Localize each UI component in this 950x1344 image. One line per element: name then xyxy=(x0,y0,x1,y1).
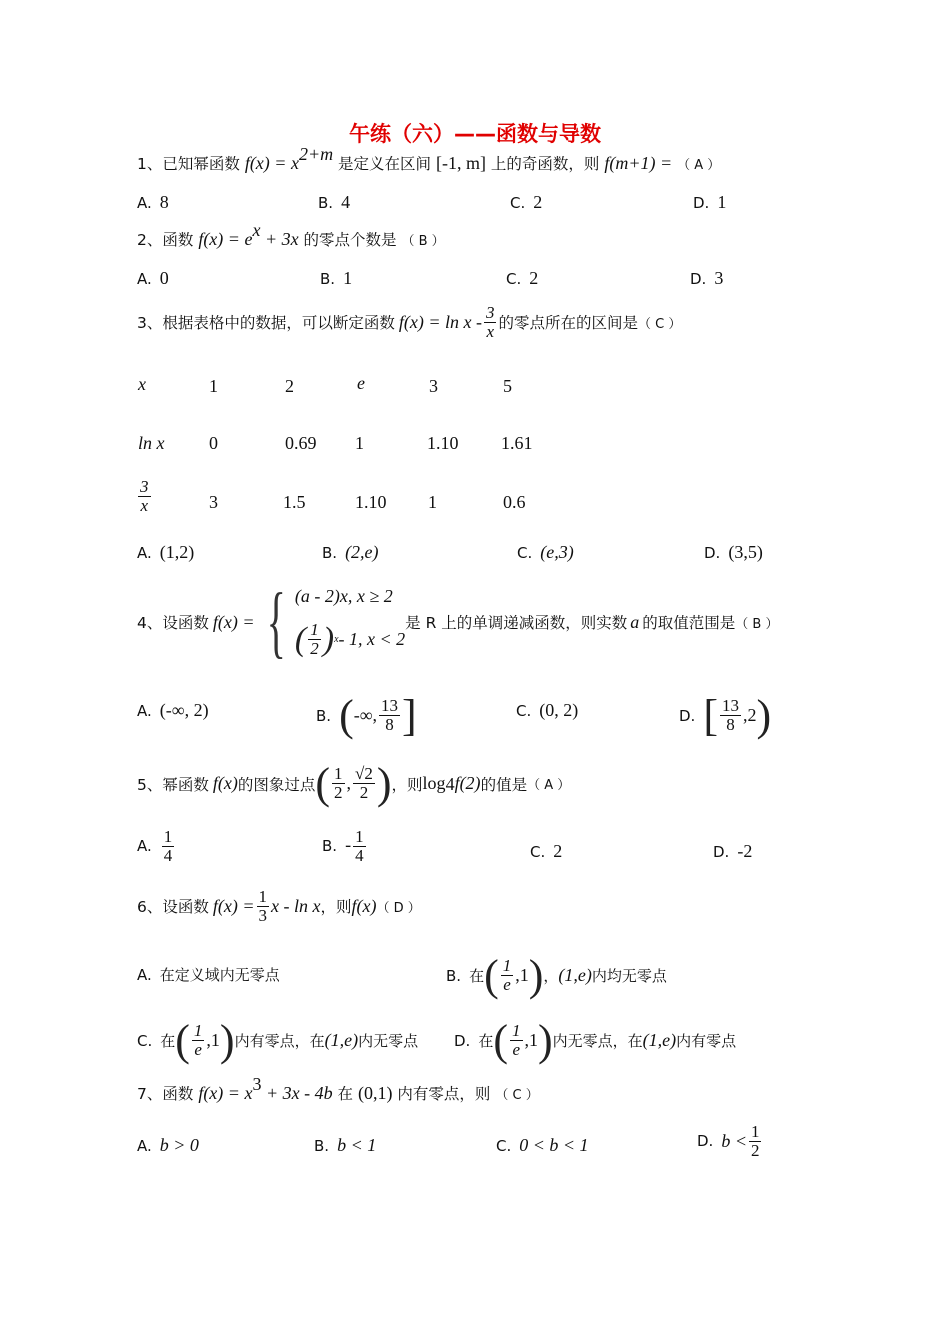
question-2-post: 的零点个数是 xyxy=(303,231,397,249)
table-row-label: $\frac{3}{x}$ xyxy=(140,477,149,515)
question-1 xyxy=(137,144,721,174)
q2-option-d: D. 3 xyxy=(690,268,724,288)
question-5-post2: 的值是 xyxy=(480,775,528,794)
question-1-interval: [-1, m] xyxy=(435,153,486,173)
table-cell: 1 xyxy=(355,433,364,453)
question-7: 7、函数 $f(x) = x^3 + 3x - 4b$ 在 (0,1) 内有零点，则 （ C ） xyxy=(137,1074,539,1103)
table-cell: 5 xyxy=(503,376,512,396)
piecewise-case-1: (a - 2)x, x ≥ 2 xyxy=(294,585,393,606)
question-4 xyxy=(137,578,779,666)
q6-option-a: A. 在定义域内无零点 xyxy=(137,966,280,984)
question-1-stem: 1、已知幂函数 xyxy=(137,155,240,173)
q3-option-d: D. (3,5) xyxy=(704,542,763,562)
question-5-post: ，则 xyxy=(391,775,423,794)
page-title: 午练（六）——函数与导数 xyxy=(349,122,601,146)
question-6-answer: （ D ） xyxy=(376,900,421,916)
question-3-answer: （ C ） xyxy=(638,316,682,332)
table-cell: 1.10 xyxy=(355,492,387,512)
question-7-answer: （ C ） xyxy=(495,1088,539,1103)
q6-option-d: D. 在 ( $\frac{1}{e}$ ,1 ) 内无零点，在 (1,e) 内有零点 xyxy=(454,1016,737,1065)
question-3 xyxy=(137,304,681,341)
question-2: 2、函数 $f(x) = e^x + 3x$ 的零点个数是 （ B ） xyxy=(137,220,445,249)
question-3-formula: f(x) = ln x - xyxy=(398,311,482,332)
table-cell: 3 xyxy=(209,492,218,512)
q1-option-d: D. 1 xyxy=(693,192,727,212)
table-cell: 0 xyxy=(209,433,218,453)
question-4-post2: 的取值范围是 xyxy=(642,614,736,632)
question-6: 6、设函数 f(x) = $\frac{1}{3}$ x - ln x ，则 f(x) （ D ） xyxy=(137,887,421,925)
q6-option-c: C. 在 ( $\frac{1}{e}$ ,1 ) 内有零点，在 (1,e) 内无零点 xyxy=(137,1016,419,1065)
table-cell: 1 xyxy=(209,376,218,396)
table-cell: 1.10 xyxy=(427,433,459,453)
question-6-stem: 6、设函数 xyxy=(137,898,209,917)
table-cell: 1.61 xyxy=(501,433,533,453)
q5-option-d: D. -2 xyxy=(713,841,753,861)
question-3-post: 的零点所在的区间是 xyxy=(498,314,638,333)
q3-option-a: A. (1,2) xyxy=(137,542,195,562)
question-6-ask: f(x) xyxy=(351,895,377,916)
question-1-answer: （ A ） xyxy=(677,158,721,173)
q2-option-a: A. 0 xyxy=(137,268,169,288)
table-cell: 1.5 xyxy=(283,492,306,512)
table-cell: 1 xyxy=(428,492,437,512)
q5-option-b: B. - $\frac{1}{4}$ xyxy=(322,827,364,865)
table-row-label: x xyxy=(138,374,146,394)
question-7-interval: (0,1) xyxy=(357,1083,393,1103)
question-5-formula: f(x) xyxy=(212,773,238,793)
question-5-ask: log xyxy=(422,773,446,793)
question-4-piecewise: { (a - 2)x, x ≥ 2 ( $\frac{1}{2}$ ) x - 1, x < 2 xyxy=(266,578,406,666)
question-5-mid: 的图象过点 xyxy=(237,775,316,794)
q4-option-b: B. ( -∞, $\frac{13}{8}$ ] xyxy=(316,691,417,740)
question-2-stem: 2、函数 xyxy=(137,231,194,249)
question-7-formula: f(x) = x xyxy=(198,1083,253,1103)
q7-option-a: A. b > 0 xyxy=(137,1135,199,1155)
q1-option-a: A. 8 xyxy=(137,192,169,212)
q7-option-c: C. 0 < b < 1 xyxy=(496,1135,589,1155)
table-cell: 2 xyxy=(285,376,294,396)
question-1-exponent: 2+m xyxy=(298,144,334,164)
table-cell: 0.6 xyxy=(503,492,526,512)
q3-option-b: B. (2,e) xyxy=(322,542,379,562)
q2-option-b: B. 1 xyxy=(320,268,353,288)
q3-option-c: C. (e,3) xyxy=(517,542,574,562)
question-4-stem: 4、设函数 xyxy=(137,614,209,632)
q1-option-c: C. 2 xyxy=(510,192,543,212)
q7-option-d: D. b < $\frac{1}{2}$ xyxy=(697,1122,760,1160)
q1-option-b: B. 4 xyxy=(318,192,351,212)
question-6-formula: f(x) = xyxy=(212,895,255,916)
question-1-formula: f(x) = x xyxy=(244,153,299,173)
question-5-answer: （ A ） xyxy=(527,778,571,793)
q5-option-c: C. 2 xyxy=(530,841,563,861)
q4-option-c: C. (0, 2) xyxy=(516,700,579,720)
question-7-mid: 在 xyxy=(337,1085,354,1103)
q5-option-a: A. $\frac{1}{4}$ xyxy=(137,827,173,865)
question-3-stem: 3、根据表格中的数据，可以断定函数 xyxy=(137,314,395,333)
question-6-post: ，则 xyxy=(320,898,352,917)
q4-option-a: A. (-∞, 2) xyxy=(137,700,209,720)
piecewise-case-2: ( $\frac{1}{2}$ ) x - 1, x < 2 xyxy=(294,620,406,658)
table-cell: 3 xyxy=(429,376,438,396)
question-1-post: 上的奇函数，则 xyxy=(490,155,600,173)
question-5-point: ( $\frac{1}{2}$ , $\frac{√2}{2}$ ) xyxy=(315,759,392,808)
q7-option-b: B. b < 1 xyxy=(314,1135,377,1155)
question-5: 5、幂函数 f(x) 的图象过点 ( $\frac{1}{2}$ , $\frac{√2}{2}$ ) ，则 log 4 f(2) 的值是 （ A ） xyxy=(137,759,571,808)
q4-option-d-value: [ $\frac{13}{8}$ ,2 ) xyxy=(703,691,772,740)
question-4-post: 是 R 上的单调递减函数，则实数 xyxy=(405,614,628,632)
question-1-ask: f(m+1) = xyxy=(604,153,673,173)
question-1-mid: 是定义在区间 xyxy=(338,155,432,173)
question-7-post: 内有零点，则 xyxy=(397,1085,491,1103)
table-row-label: ln x xyxy=(138,433,165,453)
q6-option-b: B. 在 ( $\frac{1}{e}$ ,1 ) ， (1,e) 内均无零点 xyxy=(446,951,667,1000)
table-cell: e xyxy=(357,373,365,393)
question-4-var: a xyxy=(630,611,640,632)
question-4-answer: （ B ） xyxy=(735,616,779,632)
table-cell: 0.69 xyxy=(285,433,317,453)
q2-option-c: C. 2 xyxy=(506,268,539,288)
question-7-stem: 7、函数 xyxy=(137,1085,194,1103)
question-3-fraction: $\frac{3}{x}$ xyxy=(485,303,495,341)
question-2-answer: （ B ） xyxy=(401,234,445,249)
q4-option-d: D. [ $\frac{13}{8}$ ,2 ) xyxy=(679,691,772,740)
question-2-formula: f(x) = e xyxy=(198,229,253,249)
q4-option-b-value: ( -∞, $\frac{13}{8}$ ] xyxy=(339,691,417,740)
question-5-stem: 5、幂函数 xyxy=(137,775,209,794)
question-4-formula: f(x) = xyxy=(212,611,255,632)
